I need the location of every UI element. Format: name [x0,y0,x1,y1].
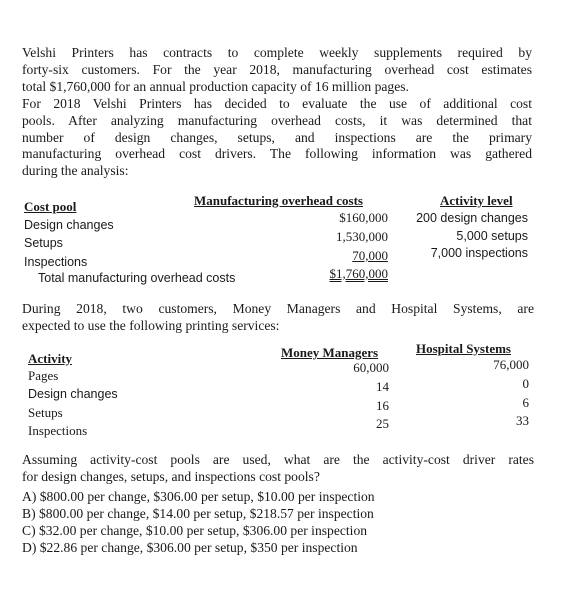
intro-line: total $1,760,000 for an annual production capacity of 16 million pages. [22,78,409,94]
cost-pool-row-cost-wrap [300,248,388,265]
activity-header: Activity [28,351,73,366]
services-row-label: Design changes [28,387,118,401]
hospital-systems-header: Hospital Systems [416,341,511,356]
question-line: Assuming activity-cost pools are used, what are the activity-cost driver rates [22,452,534,467]
services-row-label: Inspections [28,423,88,438]
services-row-money: 14 [376,379,389,394]
cost-pool-row-activity: 5,000 setups [456,229,528,243]
money-managers-header: Money Managers [281,345,379,360]
services-row-label: Pages [28,368,59,383]
services-row-money: 16 [376,398,389,413]
services-intro-line: expected to use the following printing services: [22,317,280,333]
intro-line: pools. After analyzing manufacturing overhead costs, it was determined that [22,112,532,128]
services-row-hospital: 0 [522,376,529,391]
services-intro-line: During 2018, two customers, Money Managers and Hospital Systems, are [22,301,534,316]
answer-option-a[interactable]: A) $800.00 per change, $306.00 per setup, $10.00 per inspection [22,489,375,504]
cost-pool-row-label: Setups [24,236,63,250]
total-overhead-value: $1,760,000 [329,266,388,281]
intro-line: number of design changes, setups, and inspections are the primary [22,129,532,145]
total-overhead-label: Total manufacturing overhead costs [38,271,236,285]
services-row-hospital: 33 [516,413,529,428]
answer-option-b[interactable]: B) $800.00 per change, $14.00 per setup, $218.57 per inspection [22,505,374,521]
services-row-hospital: 76,000 [493,357,529,372]
answer-options [22,489,522,557]
services-row-hospital: 6 [522,395,529,410]
question-line: for design changes, setups, and inspections cost pools? [22,468,320,484]
intro-line: manufacturing overhead cost drivers. The following information was gathered [22,146,532,162]
cost-pool-header: Cost pool [24,199,77,214]
answer-option-d[interactable]: D) $22.86 per change, $306.00 per setup, $350 per inspection [22,539,358,555]
cost-pool-row-label: Design changes [24,218,114,232]
cost-pool-row-activity: 7,000 inspections [430,246,528,260]
cost-pool-row-cost: 70,000 [352,248,388,263]
answer-option-c[interactable]: C) $32.00 per change, $10.00 per setup, $306.00 per inspection [22,522,368,538]
total-overhead-value-wrap [300,266,388,283]
intro-line: For 2018 Velshi Printers has decided to evaluate the use of additional cost [22,95,532,111]
cost-pool-row-label: Inspections [24,255,88,269]
cost-pool-row-cost: 1,530,000 [336,229,388,244]
intro-line: Velshi Printers has contracts to complete weekly supplements required by [22,45,532,60]
cost-pool-row-activity: 200 design changes [416,211,528,225]
activity-level-header: Activity level [440,193,513,208]
services-row-label: Setups [28,405,63,420]
intro-line: during the analysis: [22,163,129,179]
services-intro-paragraph [22,301,534,335]
cost-pool-row-cost: $160,000 [339,210,388,225]
intro-line: forty-six customers. For the year 2018, manufacturing overhead cost estimates [22,61,532,77]
services-row-money: 25 [376,416,389,431]
intro-paragraph [22,45,532,180]
services-row-money: 60,000 [353,360,389,375]
overhead-costs-header: Manufacturing overhead costs [194,193,363,208]
question-paragraph [22,452,534,486]
